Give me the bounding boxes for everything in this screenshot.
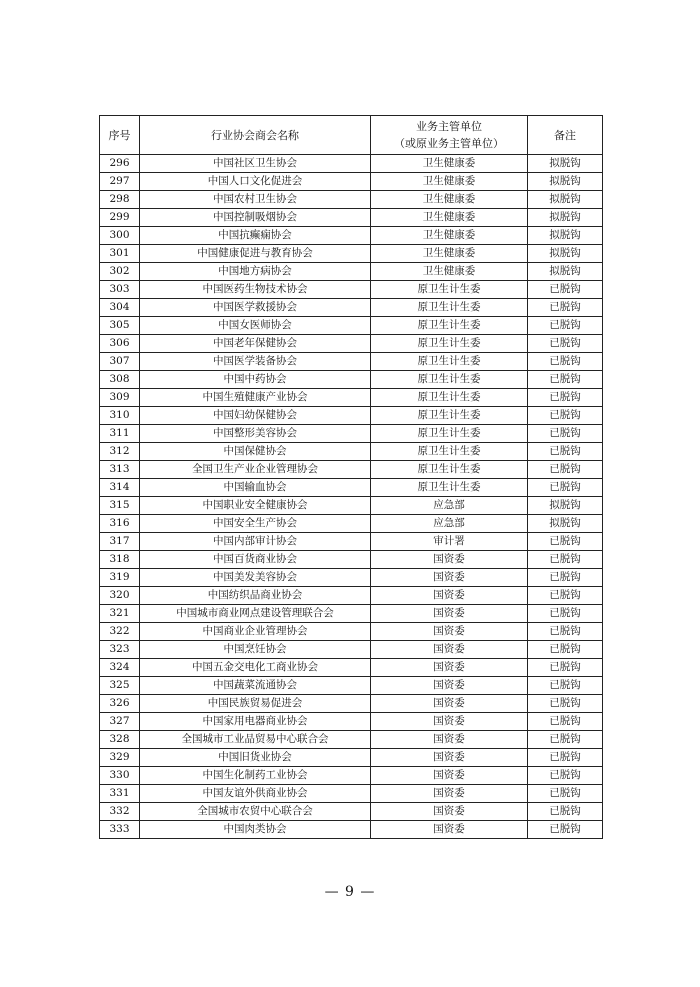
- cell-supervising-unit: 应急部: [371, 515, 528, 533]
- cell-serial-number: 325: [100, 677, 140, 695]
- cell-association-name: 中国安全生产协会: [140, 515, 371, 533]
- table-row: [100, 677, 603, 695]
- cell-association-name: 中国医药生物技术协会: [140, 281, 371, 299]
- table-row: [100, 281, 603, 299]
- cell-serial-number: 308: [100, 371, 140, 389]
- cell-association-name: 中国医学装备协会: [140, 353, 371, 371]
- cell-remarks: 拟脱钩: [528, 173, 603, 191]
- association-table: [99, 115, 603, 839]
- table-row: [100, 191, 603, 209]
- cell-serial-number: 326: [100, 695, 140, 713]
- table-row: [100, 605, 603, 623]
- cell-remarks: 已脱钩: [528, 371, 603, 389]
- table-row: [100, 497, 603, 515]
- table-row: [100, 749, 603, 767]
- cell-remarks: 已脱钩: [528, 785, 603, 803]
- cell-remarks: 已脱钩: [528, 569, 603, 587]
- cell-supervising-unit: 国资委: [371, 713, 528, 731]
- cell-serial-number: 303: [100, 281, 140, 299]
- cell-remarks: 已脱钩: [528, 425, 603, 443]
- cell-remarks: 已脱钩: [528, 695, 603, 713]
- table-row: [100, 425, 603, 443]
- cell-supervising-unit: 国资委: [371, 731, 528, 749]
- cell-association-name: 中国蔬菜流通协会: [140, 677, 371, 695]
- table-row: [100, 587, 603, 605]
- cell-supervising-unit: 国资委: [371, 605, 528, 623]
- table-row: [100, 731, 603, 749]
- cell-remarks: 已脱钩: [528, 731, 603, 749]
- cell-remarks: 拟脱钩: [528, 227, 603, 245]
- cell-association-name: 中国烹饪协会: [140, 641, 371, 659]
- cell-remarks: 拟脱钩: [528, 191, 603, 209]
- cell-association-name: 中国生化制药工业协会: [140, 767, 371, 785]
- cell-serial-number: 332: [100, 803, 140, 821]
- cell-association-name: 中国社区卫生协会: [140, 155, 371, 173]
- table-row: [100, 155, 603, 173]
- cell-association-name: 中国商业企业管理协会: [140, 623, 371, 641]
- cell-remarks: 已脱钩: [528, 605, 603, 623]
- cell-association-name: 中国医学救援协会: [140, 299, 371, 317]
- cell-remarks: 已脱钩: [528, 299, 603, 317]
- header-supervising-unit: [371, 116, 528, 155]
- cell-serial-number: 319: [100, 569, 140, 587]
- cell-serial-number: 327: [100, 713, 140, 731]
- cell-remarks: 拟脱钩: [528, 497, 603, 515]
- cell-supervising-unit: 原卫生计生委: [371, 389, 528, 407]
- table-row: [100, 227, 603, 245]
- cell-supervising-unit: 国资委: [371, 803, 528, 821]
- cell-supervising-unit: 卫生健康委: [371, 227, 528, 245]
- cell-supervising-unit: 卫生健康委: [371, 245, 528, 263]
- cell-remarks: 已脱钩: [528, 587, 603, 605]
- cell-remarks: 拟脱钩: [528, 155, 603, 173]
- cell-supervising-unit: 国资委: [371, 821, 528, 839]
- header-supervising-unit-line1: 业务主管单位: [416, 120, 482, 133]
- cell-serial-number: 309: [100, 389, 140, 407]
- table-row: [100, 803, 603, 821]
- cell-association-name: 全国城市工业品贸易中心联合会: [140, 731, 371, 749]
- cell-association-name: 中国整形美容协会: [140, 425, 371, 443]
- cell-association-name: 中国旧货业协会: [140, 749, 371, 767]
- cell-supervising-unit: 卫生健康委: [371, 209, 528, 227]
- cell-supervising-unit: 国资委: [371, 551, 528, 569]
- cell-serial-number: 328: [100, 731, 140, 749]
- cell-association-name: 中国老年保健协会: [140, 335, 371, 353]
- cell-supervising-unit: 卫生健康委: [371, 173, 528, 191]
- table-row: [100, 317, 603, 335]
- table-row: [100, 353, 603, 371]
- table-body: [100, 155, 603, 839]
- cell-remarks: 已脱钩: [528, 443, 603, 461]
- cell-remarks: 已脱钩: [528, 407, 603, 425]
- cell-supervising-unit: 国资委: [371, 587, 528, 605]
- cell-remarks: 已脱钩: [528, 677, 603, 695]
- cell-serial-number: 307: [100, 353, 140, 371]
- cell-association-name: 中国五金交电化工商业协会: [140, 659, 371, 677]
- cell-association-name: 中国地方病协会: [140, 263, 371, 281]
- cell-association-name: 中国城市商业网点建设管理联合会: [140, 605, 371, 623]
- cell-remarks: 已脱钩: [528, 317, 603, 335]
- cell-remarks: 拟脱钩: [528, 515, 603, 533]
- cell-remarks: 已脱钩: [528, 713, 603, 731]
- cell-serial-number: 313: [100, 461, 140, 479]
- table-row: [100, 713, 603, 731]
- cell-association-name: 中国家用电器商业协会: [140, 713, 371, 731]
- cell-association-name: 中国美发美容协会: [140, 569, 371, 587]
- cell-serial-number: 322: [100, 623, 140, 641]
- table-row: [100, 443, 603, 461]
- cell-association-name: 全国卫生产业企业管理协会: [140, 461, 371, 479]
- cell-serial-number: 329: [100, 749, 140, 767]
- cell-remarks: 已脱钩: [528, 641, 603, 659]
- cell-supervising-unit: 卫生健康委: [371, 191, 528, 209]
- cell-serial-number: 310: [100, 407, 140, 425]
- cell-serial-number: 296: [100, 155, 140, 173]
- table-row: [100, 767, 603, 785]
- cell-serial-number: 316: [100, 515, 140, 533]
- table-row: [100, 821, 603, 839]
- cell-association-name: 中国输血协会: [140, 479, 371, 497]
- cell-supervising-unit: 国资委: [371, 641, 528, 659]
- table-row: [100, 299, 603, 317]
- cell-serial-number: 317: [100, 533, 140, 551]
- cell-serial-number: 320: [100, 587, 140, 605]
- cell-association-name: 中国友谊外供商业协会: [140, 785, 371, 803]
- cell-remarks: 已脱钩: [528, 623, 603, 641]
- cell-serial-number: 333: [100, 821, 140, 839]
- table-header-row: [100, 116, 603, 155]
- cell-supervising-unit: 国资委: [371, 659, 528, 677]
- cell-remarks: 拟脱钩: [528, 209, 603, 227]
- cell-supervising-unit: 卫生健康委: [371, 155, 528, 173]
- cell-association-name: 中国控制吸烟协会: [140, 209, 371, 227]
- cell-serial-number: 312: [100, 443, 140, 461]
- cell-serial-number: 324: [100, 659, 140, 677]
- cell-serial-number: 311: [100, 425, 140, 443]
- cell-serial-number: 314: [100, 479, 140, 497]
- cell-association-name: 中国健康促进与教育协会: [140, 245, 371, 263]
- cell-association-name: 中国肉类协会: [140, 821, 371, 839]
- cell-association-name: 中国中药协会: [140, 371, 371, 389]
- cell-association-name: 中国妇幼保健协会: [140, 407, 371, 425]
- cell-association-name: 中国保健协会: [140, 443, 371, 461]
- table-row: [100, 461, 603, 479]
- cell-remarks: 已脱钩: [528, 281, 603, 299]
- table-row: [100, 785, 603, 803]
- cell-remarks: 已脱钩: [528, 479, 603, 497]
- cell-remarks: 已脱钩: [528, 533, 603, 551]
- cell-serial-number: 323: [100, 641, 140, 659]
- cell-serial-number: 302: [100, 263, 140, 281]
- header-supervising-unit-line2: （或原业务主管单位）: [394, 137, 504, 150]
- table-row: [100, 533, 603, 551]
- cell-remarks: 已脱钩: [528, 803, 603, 821]
- cell-remarks: 已脱钩: [528, 551, 603, 569]
- cell-serial-number: 304: [100, 299, 140, 317]
- cell-serial-number: 331: [100, 785, 140, 803]
- table-row: [100, 659, 603, 677]
- cell-serial-number: 300: [100, 227, 140, 245]
- cell-remarks: 已脱钩: [528, 749, 603, 767]
- table-row: [100, 173, 603, 191]
- cell-supervising-unit: 原卫生计生委: [371, 335, 528, 353]
- header-serial-number: 序号: [100, 116, 140, 155]
- table-row: [100, 389, 603, 407]
- cell-remarks: 已脱钩: [528, 389, 603, 407]
- cell-association-name: 中国民族贸易促进会: [140, 695, 371, 713]
- cell-association-name: 中国内部审计协会: [140, 533, 371, 551]
- page-number: — 9 —: [324, 884, 376, 900]
- table-row: [100, 479, 603, 497]
- cell-remarks: 已脱钩: [528, 461, 603, 479]
- cell-supervising-unit: 原卫生计生委: [371, 353, 528, 371]
- cell-serial-number: 299: [100, 209, 140, 227]
- cell-association-name: 全国城市农贸中心联合会: [140, 803, 371, 821]
- table-row: [100, 641, 603, 659]
- cell-remarks: 已脱钩: [528, 659, 603, 677]
- cell-association-name: 中国职业安全健康协会: [140, 497, 371, 515]
- cell-supervising-unit: 原卫生计生委: [371, 281, 528, 299]
- table-row: [100, 551, 603, 569]
- cell-remarks: 拟脱钩: [528, 263, 603, 281]
- header-remarks: 备注: [528, 116, 603, 155]
- table-row: [100, 371, 603, 389]
- table-row: [100, 335, 603, 353]
- cell-remarks: 已脱钩: [528, 353, 603, 371]
- cell-supervising-unit: 原卫生计生委: [371, 479, 528, 497]
- cell-supervising-unit: 国资委: [371, 767, 528, 785]
- cell-supervising-unit: 国资委: [371, 623, 528, 641]
- cell-supervising-unit: 国资委: [371, 569, 528, 587]
- cell-supervising-unit: 原卫生计生委: [371, 425, 528, 443]
- cell-association-name: 中国女医师协会: [140, 317, 371, 335]
- cell-association-name: 中国纺织品商业协会: [140, 587, 371, 605]
- cell-supervising-unit: 国资委: [371, 677, 528, 695]
- cell-supervising-unit: 国资委: [371, 695, 528, 713]
- cell-association-name: 中国抗癫痫协会: [140, 227, 371, 245]
- cell-association-name: 中国农村卫生协会: [140, 191, 371, 209]
- cell-association-name: 中国人口文化促进会: [140, 173, 371, 191]
- cell-supervising-unit: 国资委: [371, 749, 528, 767]
- cell-remarks: 拟脱钩: [528, 245, 603, 263]
- cell-serial-number: 318: [100, 551, 140, 569]
- cell-serial-number: 305: [100, 317, 140, 335]
- table-row: [100, 407, 603, 425]
- cell-serial-number: 315: [100, 497, 140, 515]
- cell-serial-number: 298: [100, 191, 140, 209]
- table-row: [100, 569, 603, 587]
- cell-supervising-unit: 原卫生计生委: [371, 371, 528, 389]
- cell-association-name: 中国生殖健康产业协会: [140, 389, 371, 407]
- table-row: [100, 245, 603, 263]
- cell-serial-number: 330: [100, 767, 140, 785]
- table-row: [100, 515, 603, 533]
- table-row: [100, 695, 603, 713]
- cell-supervising-unit: 原卫生计生委: [371, 443, 528, 461]
- table-row: [100, 209, 603, 227]
- cell-serial-number: 306: [100, 335, 140, 353]
- cell-supervising-unit: 卫生健康委: [371, 263, 528, 281]
- cell-supervising-unit: 原卫生计生委: [371, 461, 528, 479]
- table-row: [100, 263, 603, 281]
- cell-supervising-unit: 国资委: [371, 785, 528, 803]
- cell-supervising-unit: 原卫生计生委: [371, 317, 528, 335]
- cell-supervising-unit: 审计署: [371, 533, 528, 551]
- cell-supervising-unit: 原卫生计生委: [371, 299, 528, 317]
- cell-serial-number: 297: [100, 173, 140, 191]
- cell-supervising-unit: 原卫生计生委: [371, 407, 528, 425]
- cell-remarks: 已脱钩: [528, 821, 603, 839]
- cell-remarks: 已脱钩: [528, 335, 603, 353]
- table-row: [100, 623, 603, 641]
- cell-serial-number: 321: [100, 605, 140, 623]
- cell-supervising-unit: 应急部: [371, 497, 528, 515]
- cell-remarks: 已脱钩: [528, 767, 603, 785]
- cell-serial-number: 301: [100, 245, 140, 263]
- header-association-name: 行业协会商会名称: [140, 116, 371, 155]
- cell-association-name: 中国百货商业协会: [140, 551, 371, 569]
